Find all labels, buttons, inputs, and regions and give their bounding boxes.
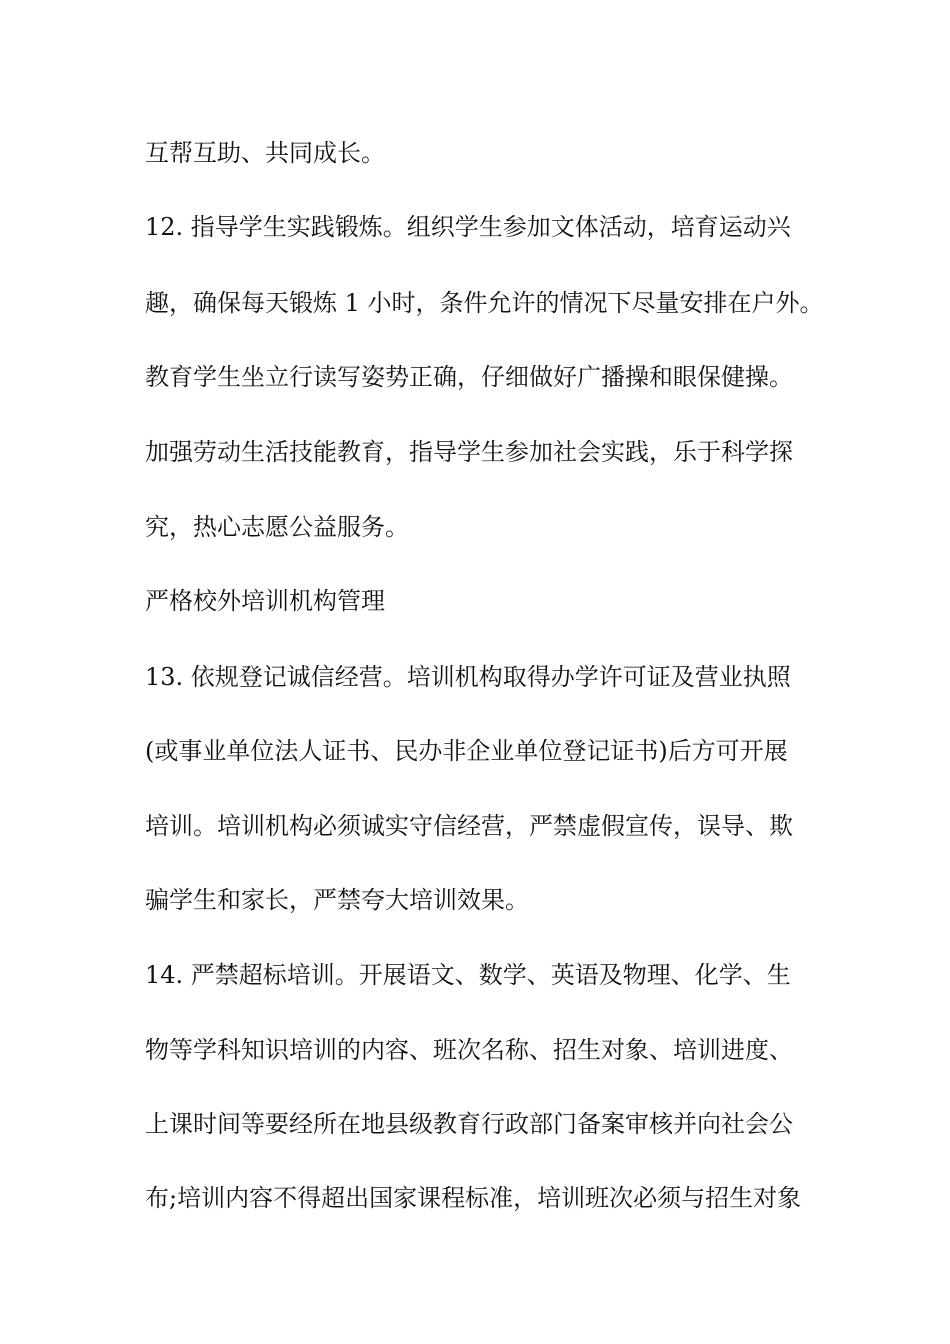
text-line: 究，热心志愿公益服务。 <box>145 513 409 541</box>
text-line: 趣，确保每天锻炼 1 小时，条件允许的情况下尽量安排在户外。 <box>145 289 824 317</box>
text-line: 12. 指导学生实践锻炼。组织学生参加文体活动，培育运动兴 <box>145 213 791 241</box>
text-line: 培训。培训机构必须诚实守信经营，严禁虚假宣传，误导、欺 <box>145 812 793 840</box>
text-line: 互帮互助、共同成长。 <box>145 139 385 167</box>
text-line: 教育学生坐立行读写姿势正确，仔细做好广播操和眼保健操。 <box>145 363 793 391</box>
text-line: (或事业单位法人证书、民办非企业单位登记证书)后方可开展 <box>145 737 788 765</box>
text-line: 布;培训内容不得超出国家课程标准，培训班次必须与招生对象 <box>145 1184 802 1212</box>
text-line: 13. 依规登记诚信经营。培训机构取得办学许可证及营业执照 <box>145 663 791 691</box>
text-line: 14. 严禁超标培训。开展语文、数学、英语及物理、化学、生 <box>145 961 791 989</box>
text-line: 上课时间等要经所在地县级教育行政部门备案审核并向社会公 <box>145 1110 793 1138</box>
text-line: 骗学生和家长，严禁夸大培训效果。 <box>145 886 529 914</box>
text-line: 加强劳动生活技能教育，指导学生参加社会实践，乐于科学探 <box>145 438 793 466</box>
section-heading: 严格校外培训机构管理 <box>145 587 385 615</box>
text-line: 物等学科知识培训的内容、班次名称、招生对象、培训进度、 <box>145 1036 793 1064</box>
